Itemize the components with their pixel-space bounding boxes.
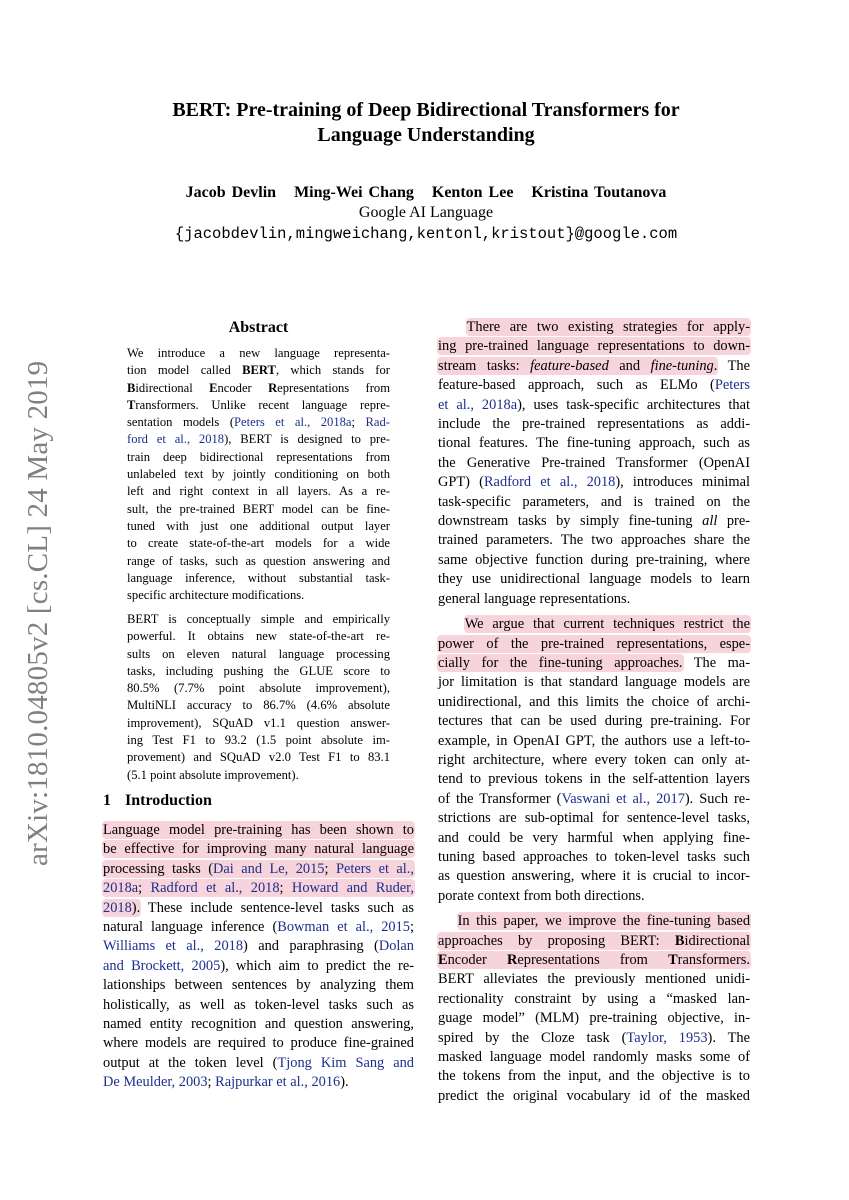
body-line: output at the token level (Tjong Kim Sang and [103, 1054, 415, 1071]
highlight: stream tasks: feature-based and fine-tuning. [438, 357, 718, 374]
body-line [103, 879, 414, 898]
body-line [438, 615, 750, 634]
body-line [103, 821, 414, 840]
body-line: named entity recognition and question answering, [103, 1016, 414, 1033]
abstract-line: to create state-of-the-art models for a wide [127, 536, 390, 551]
abstract-line: 80.5% (7.7% point absolute improvement), [127, 681, 390, 696]
citation-link[interactable]: Vaswani et al., 2017 [561, 790, 685, 807]
body-line: include the pre-trained representations as addi- [438, 416, 750, 433]
abstract-line: We introduce a new language representa- [127, 346, 390, 360]
abstract-line: improvement), SQuAD v1.1 question answer- [127, 715, 390, 730]
body-line: 2018). These include sentence-level tasks such as [103, 899, 414, 916]
citation-link[interactable]: Williams et al., 2018 [103, 938, 244, 955]
abstract-line: powerful. It obtains new state-of-the-art re- [127, 629, 390, 644]
section-title: Introduction [125, 792, 212, 809]
body-line: lationships between sentences by analyzing them [103, 977, 414, 994]
citation-link[interactable]: 2018a [103, 880, 139, 897]
abstract-line: (5.1 point absolute improvement). [127, 767, 299, 782]
body-line: as question answering, where it is crucial to incor- [438, 868, 750, 885]
abstract-paragraph-1 [127, 345, 390, 604]
abstract-line: ford et al., 2018), BERT is designed to pre- [127, 432, 390, 447]
body-line: and could be very harmful when applying fine- [438, 829, 750, 846]
abstract-line: tuned with just one additional output layer [127, 518, 390, 533]
body-line: spired by the Cloze task (Taylor, 1953). The [438, 1029, 750, 1046]
body-line [438, 318, 750, 337]
body-line: same objective function during pre-training, where [438, 551, 750, 568]
section-heading [103, 791, 212, 811]
abstract-line: MultiNLI accuracy to 86.7% (4.6% absolute [127, 698, 390, 713]
body-line: trained parameters. The two approaches share the [438, 532, 750, 549]
body-line: guage model” (MLM) pre-training objective, in- [438, 1010, 750, 1027]
abstract-line: BERT is conceptually simple and empirically [127, 612, 390, 626]
paper-title [100, 98, 752, 148]
intro-left-column [103, 821, 414, 1093]
author-name: Kristina Toutanova [531, 184, 667, 201]
citation-link[interactable]: Radford et al., 2018 [150, 880, 280, 897]
body-line [103, 860, 414, 879]
body-line [438, 635, 750, 654]
body-line: where models are required to produce fine-grained [103, 1035, 414, 1052]
citation-link[interactable]: Howard and Ruder, [291, 880, 414, 897]
body-line: jor limitation is that standard language models are [438, 674, 750, 691]
affiliation: Google AI Language [358, 204, 494, 221]
citation-link[interactable]: Rajpurkar et al., 2016 [215, 1074, 341, 1091]
citation-link[interactable]: Tjong Kim Sang and [277, 1054, 415, 1071]
body-line: unidirectional, and this limits the choice of archi- [438, 693, 750, 710]
citation-link[interactable]: 2018 [103, 899, 132, 916]
abstract-line: provement) and SQuAD v2.0 Test F1 to 83.1 [127, 750, 390, 765]
citation-link[interactable]: Radford et al., 2018 [483, 474, 616, 491]
abstract-line: ing Test F1 to 93.2 (1.5 point absolute im- [127, 733, 390, 748]
citation-link[interactable]: Peters et al., 2018a [234, 415, 352, 430]
body-line: example, in OpenAI GPT, the authors use a left-to- [438, 732, 750, 749]
body-line: BERT alleviates the previously mentioned unidi- [438, 971, 750, 988]
highlight: approaches by proposing BERT: Bidirectional [438, 932, 750, 949]
abstract-line: language inference, without substantial task- [127, 570, 390, 585]
section-number: 1 [103, 792, 111, 809]
body-line [438, 932, 750, 951]
abstract-line: Bidirectional Encoder Representations from [127, 380, 391, 395]
body-line: and Brockett, 2005), which aim to predict the re- [103, 957, 414, 974]
title-line-2: Language Understanding [317, 124, 535, 146]
body-line [438, 337, 750, 356]
highlight: 2018). [103, 899, 141, 916]
citation-link[interactable]: Taylor, 1953 [626, 1029, 708, 1046]
body-line: task-specific parameters, and is trained on the [438, 493, 750, 510]
body-line: holistically, as well as token-level tasks such as [103, 996, 414, 1013]
body-line: tional features. The fine-tuning approach, such as [438, 435, 750, 452]
body-line: tuning based approaches to token-level tasks such [438, 848, 750, 865]
body-line: general language representations. [438, 590, 631, 607]
author-name: Ming-Wei Chang [294, 184, 414, 201]
citation-link[interactable]: and Brockett, 2005 [103, 957, 221, 974]
citation-link[interactable]: Peters [714, 377, 750, 394]
body-line: masked language model randomly masks some of [438, 1049, 750, 1066]
body-line: strictions are sub-optimal for sentence-level tasks, [438, 810, 750, 827]
abstract-line: Transformers. Unlike recent language repre- [127, 397, 390, 412]
citation-link[interactable]: Bowman et al., 2015 [277, 919, 410, 936]
body-line: feature-based approach, such as ELMo (Peters [438, 377, 750, 394]
title-line-1: BERT: Pre-training of Deep Bidirectional Transformers for [172, 99, 680, 121]
body-line: the Generative Pre-trained Transformer (OpenAI [438, 454, 750, 471]
body-line [438, 912, 750, 931]
body-line: tectures that can be used during pre-training. For [438, 713, 750, 730]
citation-link[interactable]: Rad- [365, 415, 390, 430]
highlight: We argue that current techniques restrict the [464, 616, 750, 633]
body-line: the tokens from the input, and the objective is to [438, 1068, 750, 1085]
highlight: In this paper, we improve the fine-tuning based [457, 913, 751, 930]
highlight: cially for the fine-tuning approaches. [438, 654, 683, 671]
abstract-line: left and right context in all layers. As a re- [127, 484, 390, 499]
citation-link[interactable]: Dai and Le, 2015 [213, 860, 325, 877]
abstract-line: specific architecture modifications. [127, 588, 305, 603]
highlight: Encoder Representations from Transformers. [438, 952, 750, 968]
highlight: Language model pre-training has been shown to [103, 822, 414, 838]
citation-link[interactable]: Dolan [378, 938, 414, 955]
abstract-line: unlabeled text by jointly conditioning on both [127, 467, 390, 482]
body-line: GPT) (Radford et al., 2018), introduces minimal [438, 474, 751, 491]
body-line: De Meulder, 2003; Rajpurkar et al., 2016). [103, 1074, 349, 1091]
author-list [100, 183, 752, 203]
abstract-paragraph-2 [127, 611, 390, 784]
highlight: processing tasks (Dai and Le, 2015; Peters et al., [103, 860, 414, 877]
highlight: 2018a; Radford et al., 2018; Howard and Ruder, [103, 880, 414, 897]
abstract-heading: Abstract [228, 319, 289, 336]
author-name: Jacob Devlin [185, 184, 277, 201]
body-line: et al., 2018a), uses task-specific architectures that [438, 396, 750, 413]
highlight: power of the pre-trained representations, espe- [438, 635, 750, 652]
abstract-line: sentation models (Peters et al., 2018a; Rad- [127, 415, 390, 430]
body-line: porate context from both directions. [438, 887, 645, 904]
body-line [103, 840, 414, 859]
highlight: ing pre-trained language representations to down- [438, 338, 750, 355]
abstract-line: range of tasks, such as question answering and [127, 553, 390, 568]
author-emails: {jacobdevlin,mingweichang,kentonl,kristout}@google.com [174, 225, 678, 243]
body-line: cially for the fine-tuning approaches. The ma- [438, 654, 750, 671]
citation-link[interactable]: Peters et al., [335, 860, 414, 877]
citation-link[interactable]: et al., 2018a [438, 396, 518, 413]
abstract-line: train deep bidirectional representations from [127, 449, 390, 464]
body-line: predict the original vocabulary id of the masked [438, 1087, 750, 1104]
highlight: be effective for improving many natural language [103, 841, 414, 858]
body-line: downstream tasks by simply fine-tuning all pre- [438, 513, 751, 530]
body-line: stream tasks: feature-based and fine-tuning. The [438, 357, 750, 374]
abstract-line: tion model called BERT, which stands for [127, 363, 390, 378]
abstract-line: tasks, including pushing the GLUE score to [127, 663, 390, 678]
abstract-line: sult, the pre-trained BERT model can be fine- [127, 501, 390, 516]
intro-right-column [438, 318, 750, 1106]
abstract-line: sults on eleven natural language processing [127, 646, 390, 661]
body-line: right architecture, where every token can only at- [438, 751, 750, 768]
author-name: Kenton Lee [431, 184, 514, 201]
citation-link[interactable]: ford et al., 2018 [127, 432, 225, 447]
body-line: of the Transformer (Vaswani et al., 2017). Such re- [438, 790, 750, 807]
highlight: There are two existing strategies for apply- [466, 319, 751, 335]
body-line: Williams et al., 2018) and paraphrasing (Dolan [103, 938, 414, 955]
body-line: natural language inference (Bowman et al., 2015; [103, 919, 414, 936]
body-line: tend to previous tokens in the self-attention layers [438, 771, 750, 788]
citation-link[interactable]: De Meulder, 2003 [103, 1074, 208, 1091]
body-line [438, 951, 750, 970]
body-line: rectionality constraint by using a “masked lan- [438, 990, 750, 1007]
body-line: they use unidirectional language models to learn [438, 571, 750, 588]
arxiv-identifier: arXiv:1810.04805v2 [cs.CL] 24 May 2019 [22, 360, 54, 866]
